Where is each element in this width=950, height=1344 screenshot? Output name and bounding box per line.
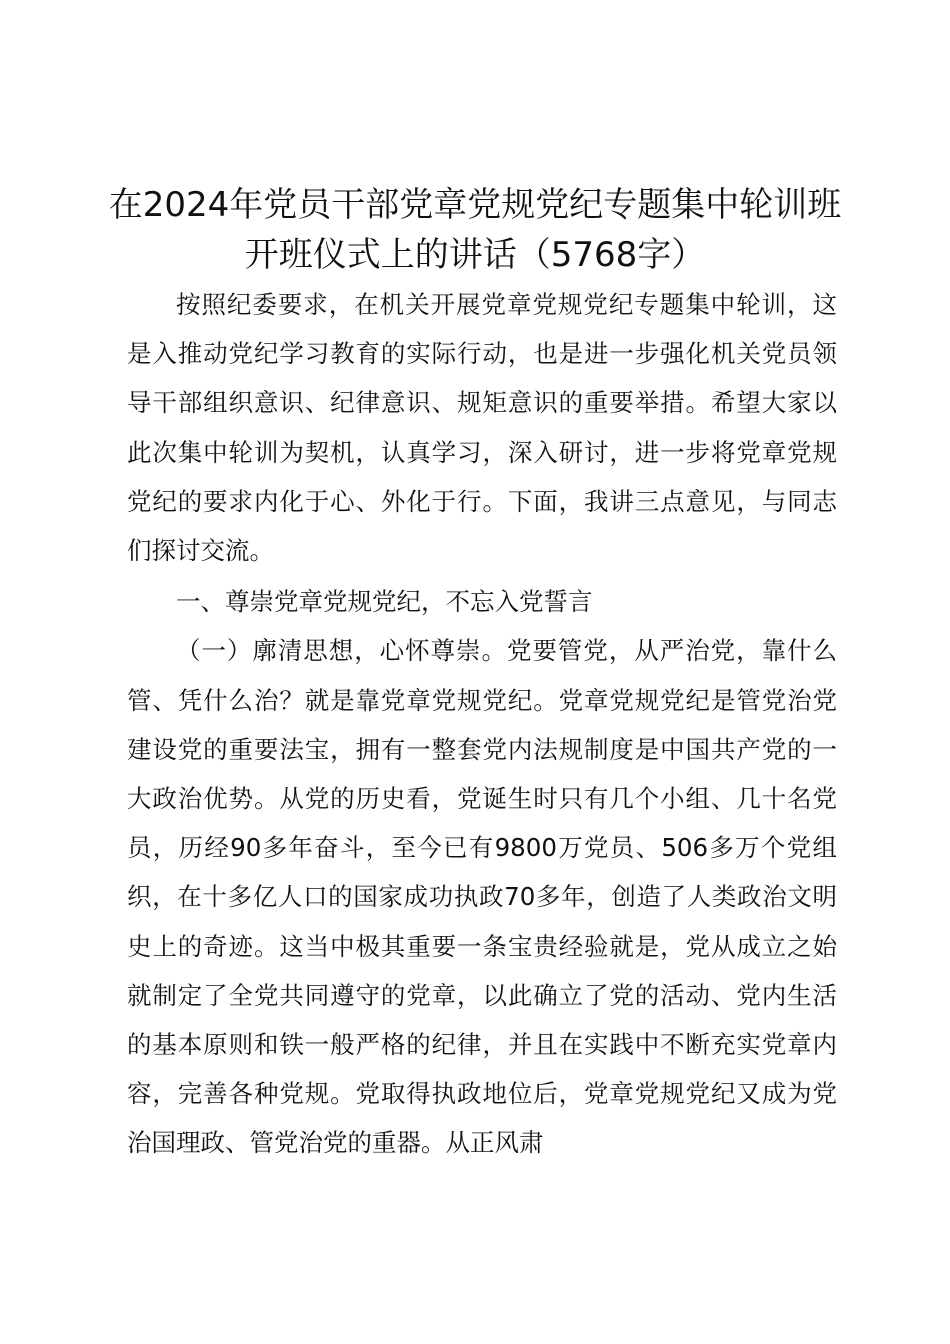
document-title: 在2024年党员干部党章党规党纪专题集中轮训班开班仪式上的讲话（5768字） [108,185,842,275]
paragraph-section-1-1: （一）廓清思想，心怀尊崇。党要管党，从严治党，靠什么管、凭什么治？就是靠党章党规党纪。党章党规党纪是管党治党建设党的重要法宝，拥有一整套党内法规制度是中国共产党的一大政治优势。从党的历史看，党诞生时只有几个小组、几十名党员，历经90多年奋斗，至今已有9800万党员、506多万个党组织，在十多亿人口的国家成功执政70多年，创造了人类政治文明史上的奇迹。这当中极其重要一条宝贵经验就是，党从成立之始就制定了全党共同遵守的党章，以此确立了党的活动、党内生活的基本原则和铁一般严格的纪律，并且在实践中不断充实党章内容，完善各种党规。党取得执政地位后，党章党规党纪又成为党治国理政、管党治党的重器。从正风肃 [127,636,837,1158]
document-body [127,280,837,1168]
paragraph-intro: 按照纪委要求，在机关开展党章党规党纪专题集中轮训，这是入推动党纪学习教育的实际行动，也是进一步强化机关党员领导干部组织意识、纪律意识、规矩意识的重要举措。希望大家以此次集中轮训为契机，认真学习，深入研讨，进一步将党章党规党纪的要求内化于心、外化于行。下面，我讲三点意见，与同志们探讨交流。 [127,290,837,566]
section-heading-1: 一、尊崇党章党规党纪，不忘入党誓言 [176,587,593,617]
